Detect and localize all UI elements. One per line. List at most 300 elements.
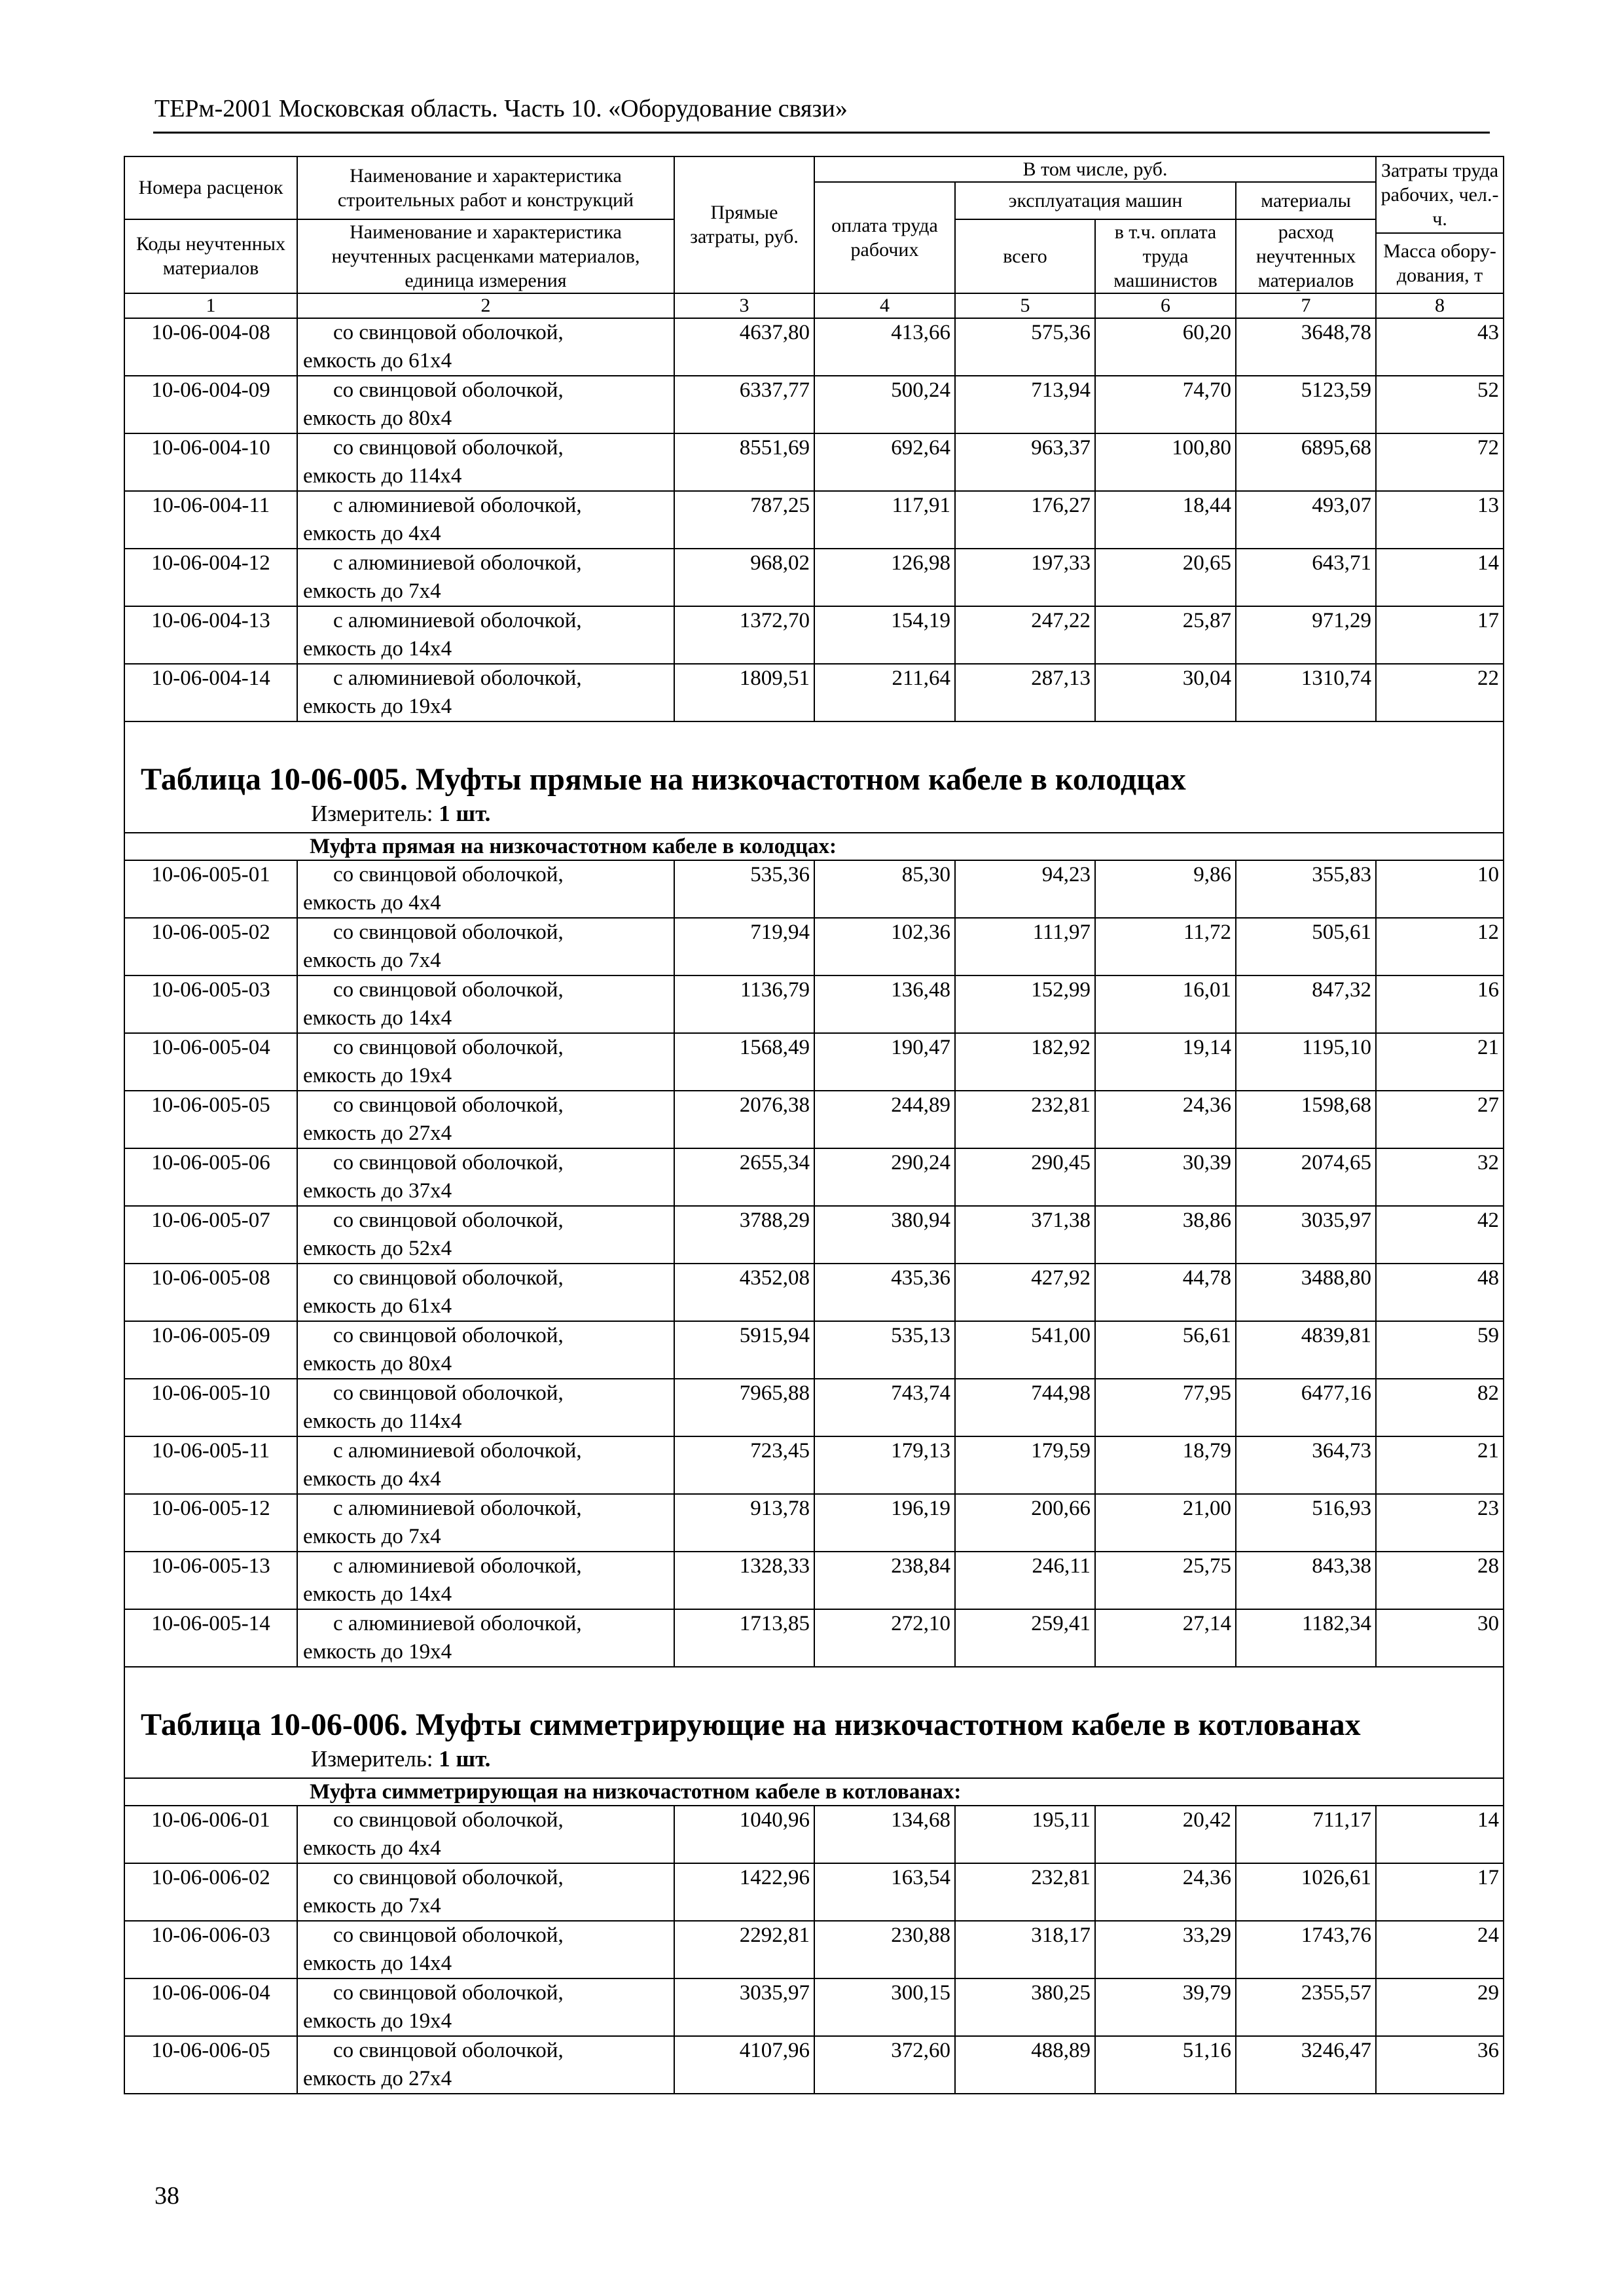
value-v7: 505,61 [1236,918,1376,975]
col4-header: оплата труда рабочих [814,182,955,293]
rate-name-line1: со свинцовой оболочкой, [333,2038,564,2062]
rate-name [297,1921,674,1978]
table-meter [125,799,1503,832]
table-meter [125,1745,1503,1777]
value-v8: 24 [1376,1921,1504,1978]
rate-name [297,1552,674,1609]
value-v5: 287,13 [955,664,1095,721]
value-v6: 33,29 [1095,1921,1236,1978]
table-row [124,2036,1504,2094]
value-v3: 2076,38 [674,1091,814,1148]
value-v8: 52 [1376,376,1504,433]
value-v7: 4839,81 [1236,1321,1376,1379]
value-v4: 154,19 [814,606,955,664]
value-v3: 2292,81 [674,1921,814,1978]
value-v6: 51,16 [1095,2036,1236,2094]
col-number: 8 [1376,293,1504,318]
rate-code: 10-06-005-01 [124,860,297,918]
rate-name [297,491,674,549]
value-v5: 111,97 [955,918,1095,975]
rate-code: 10-06-005-07 [124,1206,297,1264]
value-v5: 371,38 [955,1206,1095,1264]
value-v5: 197,33 [955,549,1095,606]
value-v5: 246,11 [955,1552,1095,1609]
table-title: Таблица 10-06-006. Муфты симметрирующие на низкочастотном кабеле в котлованах [141,1707,1361,1742]
value-v4: 290,24 [814,1148,955,1206]
rate-name-line2: емкость до 14х4 [303,1582,452,1606]
value-v3: 4637,80 [674,318,814,376]
value-v5: 232,81 [955,1091,1095,1148]
value-v4: 163,54 [814,1863,955,1921]
rate-name [297,376,674,433]
rate-name-line2: емкость до 4х4 [303,1467,441,1491]
value-v3: 1713,85 [674,1609,814,1667]
value-v6: 30,39 [1095,1148,1236,1206]
value-v3: 1328,33 [674,1552,814,1609]
value-v8: 17 [1376,1863,1504,1921]
value-v5: 318,17 [955,1921,1095,1978]
value-v4: 500,24 [814,376,955,433]
value-v3: 968,02 [674,549,814,606]
value-v8: 21 [1376,1033,1504,1091]
table-row [124,1379,1504,1436]
rate-name-line1: со свинцовой оболочкой, [333,862,564,886]
value-v6: 38,86 [1095,1206,1236,1264]
value-v6: 20,65 [1095,549,1236,606]
value-v4: 196,19 [814,1494,955,1552]
rate-name-line2: емкость до 27х4 [303,2066,452,2090]
table-row [124,918,1504,975]
value-v6: 19,14 [1095,1033,1236,1091]
rate-name-line1: с алюминиевой оболочкой, [333,551,582,575]
table-row [124,1436,1504,1494]
table-row [124,1264,1504,1321]
value-v6: 30,04 [1095,664,1236,721]
table-row [124,1609,1504,1667]
rate-code: 10-06-006-01 [124,1806,297,1863]
col6-header: в т.ч. оплата труда машинистов [1095,219,1236,293]
value-v6: 11,72 [1095,918,1236,975]
rate-code: 10-06-005-11 [124,1436,297,1494]
value-v6: 74,70 [1095,376,1236,433]
value-v7: 493,07 [1236,491,1376,549]
value-v7: 355,83 [1236,860,1376,918]
col-number: 4 [814,293,955,318]
rate-name [297,1609,674,1667]
value-v3: 723,45 [674,1436,814,1494]
value-v7: 516,93 [1236,1494,1376,1552]
value-v4: 230,88 [814,1921,955,1978]
value-v3: 4107,96 [674,2036,814,2094]
rate-code: 10-06-005-06 [124,1148,297,1206]
rate-name-line2: емкость до 61х4 [303,1294,452,1318]
table-row [124,1321,1504,1379]
col-number: 7 [1236,293,1376,318]
rate-name [297,860,674,918]
rate-code: 10-06-006-03 [124,1921,297,1978]
value-v7: 3488,80 [1236,1264,1376,1321]
rate-name-line1: с алюминиевой оболочкой, [333,608,582,632]
value-v4: 372,60 [814,2036,955,2094]
value-v7: 1743,76 [1236,1921,1376,1978]
table-row [124,1921,1504,1978]
value-v4: 300,15 [814,1978,955,2036]
col2-header-bottom: Наименование и характеристика неучтенных расценками материалов, единица измерения [297,219,674,293]
value-v3: 1809,51 [674,664,814,721]
rate-name [297,606,674,664]
rate-code: 10-06-006-02 [124,1863,297,1921]
rate-name [297,664,674,721]
rate-name-line2: емкость до 80х4 [303,406,452,430]
rate-name [297,1091,674,1148]
value-v3: 1136,79 [674,975,814,1033]
value-v7: 6477,16 [1236,1379,1376,1436]
table-row [124,975,1504,1033]
value-v4: 238,84 [814,1552,955,1609]
header-divider [153,132,1490,134]
rate-name-line1: со свинцовой оболочкой, [333,977,564,1002]
value-v4: 136,48 [814,975,955,1033]
table-title-block [124,1667,1504,1778]
value-v8: 82 [1376,1379,1504,1436]
meter-label: Измеритель: [311,1745,433,1772]
rate-code: 10-06-004-13 [124,606,297,664]
rate-name [297,1148,674,1206]
rate-name-line2: емкость до 114х4 [303,1409,462,1433]
rate-code: 10-06-006-05 [124,2036,297,2094]
value-v4: 211,64 [814,664,955,721]
value-v7: 5123,59 [1236,376,1376,433]
rate-name [297,433,674,491]
value-v6: 9,86 [1095,860,1236,918]
value-v4: 190,47 [814,1033,955,1091]
section-heading: Муфта прямая на низкочастотном кабеле в колодцах: [124,833,1504,860]
value-v6: 24,36 [1095,1863,1236,1921]
rate-code: 10-06-006-04 [124,1978,297,2036]
rate-name-line1: со свинцовой оболочкой, [333,1808,564,1832]
value-v8: 23 [1376,1494,1504,1552]
rate-name [297,2036,674,2094]
value-v4: 134,68 [814,1806,955,1863]
rate-code: 10-06-004-14 [124,664,297,721]
table-row [124,318,1504,376]
value-v4: 692,64 [814,433,955,491]
value-v4: 85,30 [814,860,955,918]
value-v3: 4352,08 [674,1264,814,1321]
rate-name-line1: со свинцовой оболочкой, [333,1865,564,1889]
rate-name-line2: емкость до 7х4 [303,579,441,603]
value-v7: 364,73 [1236,1436,1376,1494]
table-row [124,606,1504,664]
rate-code: 10-06-005-14 [124,1609,297,1667]
value-v7: 1182,34 [1236,1609,1376,1667]
table-row [124,491,1504,549]
rate-code: 10-06-005-09 [124,1321,297,1379]
value-v8: 43 [1376,318,1504,376]
rate-name-line1: со свинцовой оболочкой, [333,320,564,344]
value-v4: 102,36 [814,918,955,975]
rate-name [297,1379,674,1436]
value-v5: 380,25 [955,1978,1095,2036]
value-v3: 535,36 [674,860,814,918]
value-v7: 2074,65 [1236,1148,1376,1206]
rate-name-line2: емкость до 4х4 [303,890,441,915]
col3-header: Прямые затраты, руб. [674,156,814,293]
rate-name-line1: со свинцовой оболочкой, [333,1093,564,1117]
value-v4: 743,74 [814,1379,955,1436]
rate-code: 10-06-004-11 [124,491,297,549]
value-v3: 3035,97 [674,1978,814,2036]
value-v8: 30 [1376,1609,1504,1667]
table-row [124,1494,1504,1552]
rate-name-line2: емкость до 114х4 [303,464,462,488]
col8-header-top: Затраты труда рабочих, чел.-ч. [1376,156,1504,233]
value-v5: 247,22 [955,606,1095,664]
col1-header-bottom: Коды неучтенных материалов [124,219,297,293]
value-v3: 6337,77 [674,376,814,433]
value-v5: 963,37 [955,433,1095,491]
value-v5: 179,59 [955,1436,1095,1494]
rate-name-line2: емкость до 19х4 [303,1063,452,1087]
col-number: 5 [955,293,1095,318]
table-title: Таблица 10-06-005. Муфты прямые на низкочастотном кабеле в колодцах [141,761,1186,797]
incl-header: В том числе, руб. [814,156,1376,182]
table-row [124,1978,1504,2036]
rate-name-line2: емкость до 52х4 [303,1236,452,1260]
rate-code: 10-06-005-02 [124,918,297,975]
value-v3: 7965,88 [674,1379,814,1436]
machines-header: эксплуатация машин [955,182,1236,219]
rate-name-line2: емкость до 19х4 [303,694,452,718]
value-v6: 25,87 [1095,606,1236,664]
col-number: 2 [297,293,674,318]
value-v5: 176,27 [955,491,1095,549]
value-v8: 72 [1376,433,1504,491]
rate-name-line1: со свинцовой оболочкой, [333,1150,564,1175]
rate-name-line1: со свинцовой оболочкой, [333,435,564,460]
value-v3: 5915,94 [674,1321,814,1379]
col8-header-bottom: Масса обору-дования, т [1376,233,1504,293]
value-v7: 6895,68 [1236,433,1376,491]
value-v4: 535,13 [814,1321,955,1379]
rate-name-line1: с алюминиевой оболочкой, [333,1554,582,1578]
value-v3: 719,94 [674,918,814,975]
value-v5: 744,98 [955,1379,1095,1436]
rate-code: 10-06-005-03 [124,975,297,1033]
value-v8: 22 [1376,664,1504,721]
value-v8: 59 [1376,1321,1504,1379]
value-v3: 787,25 [674,491,814,549]
value-v5: 232,81 [955,1863,1095,1921]
value-v6: 56,61 [1095,1321,1236,1379]
value-v3: 1372,70 [674,606,814,664]
value-v8: 27 [1376,1091,1504,1148]
rate-name-line2: емкость до 19х4 [303,2009,452,2033]
table-row [124,664,1504,721]
value-v6: 25,75 [1095,1552,1236,1609]
value-v5: 427,92 [955,1264,1095,1321]
value-v7: 971,29 [1236,606,1376,664]
rate-name-line1: с алюминиевой оболочкой, [333,1438,582,1463]
table-title-block [124,721,1504,833]
rate-name [297,1264,674,1321]
rate-name-line2: емкость до 7х4 [303,1893,441,1918]
col-number: 6 [1095,293,1236,318]
rate-code: 10-06-005-12 [124,1494,297,1552]
rate-name [297,1206,674,1264]
rate-code: 10-06-004-12 [124,549,297,606]
value-v7: 843,38 [1236,1552,1376,1609]
table-row [124,1033,1504,1091]
rate-code: 10-06-004-09 [124,376,297,433]
value-v3: 1568,49 [674,1033,814,1091]
value-v6: 100,80 [1095,433,1236,491]
table-row [124,433,1504,491]
value-v8: 13 [1376,491,1504,549]
value-v5: 182,92 [955,1033,1095,1091]
value-v8: 16 [1376,975,1504,1033]
value-v8: 36 [1376,2036,1504,2094]
value-v6: 20,42 [1095,1806,1236,1863]
rate-name-line2: емкость до 19х4 [303,1639,452,1664]
value-v6: 60,20 [1095,318,1236,376]
value-v3: 3788,29 [674,1206,814,1264]
value-v8: 28 [1376,1552,1504,1609]
value-v6: 18,79 [1095,1436,1236,1494]
value-v5: 541,00 [955,1321,1095,1379]
value-v6: 16,01 [1095,975,1236,1033]
rate-name [297,549,674,606]
value-v7: 3648,78 [1236,318,1376,376]
table-row [124,1091,1504,1148]
value-v4: 117,91 [814,491,955,549]
value-v3: 1422,96 [674,1863,814,1921]
value-v8: 14 [1376,1806,1504,1863]
table-row [124,1148,1504,1206]
value-v8: 17 [1376,606,1504,664]
value-v7: 1598,68 [1236,1091,1376,1148]
rate-code: 10-06-005-08 [124,1264,297,1321]
value-v5: 713,94 [955,376,1095,433]
value-v7: 3246,47 [1236,2036,1376,2094]
value-v6: 77,95 [1095,1379,1236,1436]
value-v8: 48 [1376,1264,1504,1321]
rate-code: 10-06-005-10 [124,1379,297,1436]
value-v3: 2655,34 [674,1148,814,1206]
col-number: 1 [124,293,297,318]
rate-name-line2: емкость до 7х4 [303,948,441,972]
value-v6: 24,36 [1095,1091,1236,1148]
rate-name-line1: со свинцовой оболочкой, [333,1381,564,1405]
rate-name-line2: емкость до 61х4 [303,348,452,373]
value-v5: 488,89 [955,2036,1095,2094]
col2-header-top: Наименование и характеристика строительных работ и конструкций [297,156,674,219]
value-v8: 42 [1376,1206,1504,1264]
rate-name-line1: со свинцовой оболочкой, [333,378,564,402]
rate-name-line2: емкость до 80х4 [303,1351,452,1376]
value-v5: 290,45 [955,1148,1095,1206]
rate-code: 10-06-004-08 [124,318,297,376]
rate-name [297,1033,674,1091]
materials-header: материалы [1236,182,1376,219]
value-v7: 643,71 [1236,549,1376,606]
value-v3: 913,78 [674,1494,814,1552]
section-heading: Муфта симметрирующая на низкочастотном кабеле в котлованах: [124,1778,1504,1806]
rate-name [297,1321,674,1379]
value-v7: 1195,10 [1236,1033,1376,1091]
rates-table [124,156,1504,2094]
rate-code: 10-06-005-04 [124,1033,297,1091]
col1-header-top: Номера расценок [124,156,297,219]
value-v4: 179,13 [814,1436,955,1494]
value-v3: 1040,96 [674,1806,814,1863]
rate-name-line1: со свинцовой оболочкой, [333,1035,564,1059]
page-number: 38 [154,2182,179,2210]
rate-name-line1: с алюминиевой оболочкой, [333,493,582,517]
table-row [124,1863,1504,1921]
rate-name-line2: емкость до 4х4 [303,1836,441,1860]
table-row [124,860,1504,918]
table-row [124,1552,1504,1609]
rate-name-line1: со свинцовой оболочкой, [333,1266,564,1290]
table-row [124,376,1504,433]
value-v8: 12 [1376,918,1504,975]
rate-name-line2: емкость до 37х4 [303,1178,452,1203]
rate-name-line2: емкость до 7х4 [303,1524,441,1548]
value-v5: 94,23 [955,860,1095,918]
rate-name [297,975,674,1033]
value-v4: 380,94 [814,1206,955,1264]
rate-name-line1: с алюминиевой оболочкой, [333,666,582,690]
col-number: 3 [674,293,814,318]
rate-name-line1: с алюминиевой оболочкой, [333,1496,582,1520]
value-v4: 435,36 [814,1264,955,1321]
value-v4: 272,10 [814,1609,955,1667]
value-v8: 29 [1376,1978,1504,2036]
value-v7: 1026,61 [1236,1863,1376,1921]
meter-label: Измеритель: [311,800,433,826]
rate-name-line1: с алюминиевой оболочкой, [333,1611,582,1635]
rate-name [297,318,674,376]
value-v5: 195,11 [955,1806,1095,1863]
value-v6: 18,44 [1095,491,1236,549]
rate-name [297,1863,674,1921]
col7-header: расход неучтенных материалов [1236,219,1376,293]
rate-code: 10-06-005-13 [124,1552,297,1609]
value-v6: 27,14 [1095,1609,1236,1667]
rate-name [297,1978,674,2036]
value-v8: 32 [1376,1148,1504,1206]
value-v7: 2355,57 [1236,1978,1376,2036]
rate-name-line2: емкость до 14х4 [303,636,452,661]
rate-name-line1: со свинцовой оболочкой, [333,920,564,944]
rate-name-line1: со свинцовой оболочкой, [333,1208,564,1232]
value-v5: 259,41 [955,1609,1095,1667]
rate-name [297,1494,674,1552]
value-v7: 1310,74 [1236,664,1376,721]
value-v6: 44,78 [1095,1264,1236,1321]
value-v7: 711,17 [1236,1806,1376,1863]
value-v3: 8551,69 [674,433,814,491]
value-v6: 39,79 [1095,1978,1236,2036]
rate-name-line2: емкость до 14х4 [303,1951,452,1975]
table-row [124,549,1504,606]
value-v7: 847,32 [1236,975,1376,1033]
table-row [124,1206,1504,1264]
value-v8: 14 [1376,549,1504,606]
table-row [124,1806,1504,1863]
rate-name [297,1806,674,1863]
